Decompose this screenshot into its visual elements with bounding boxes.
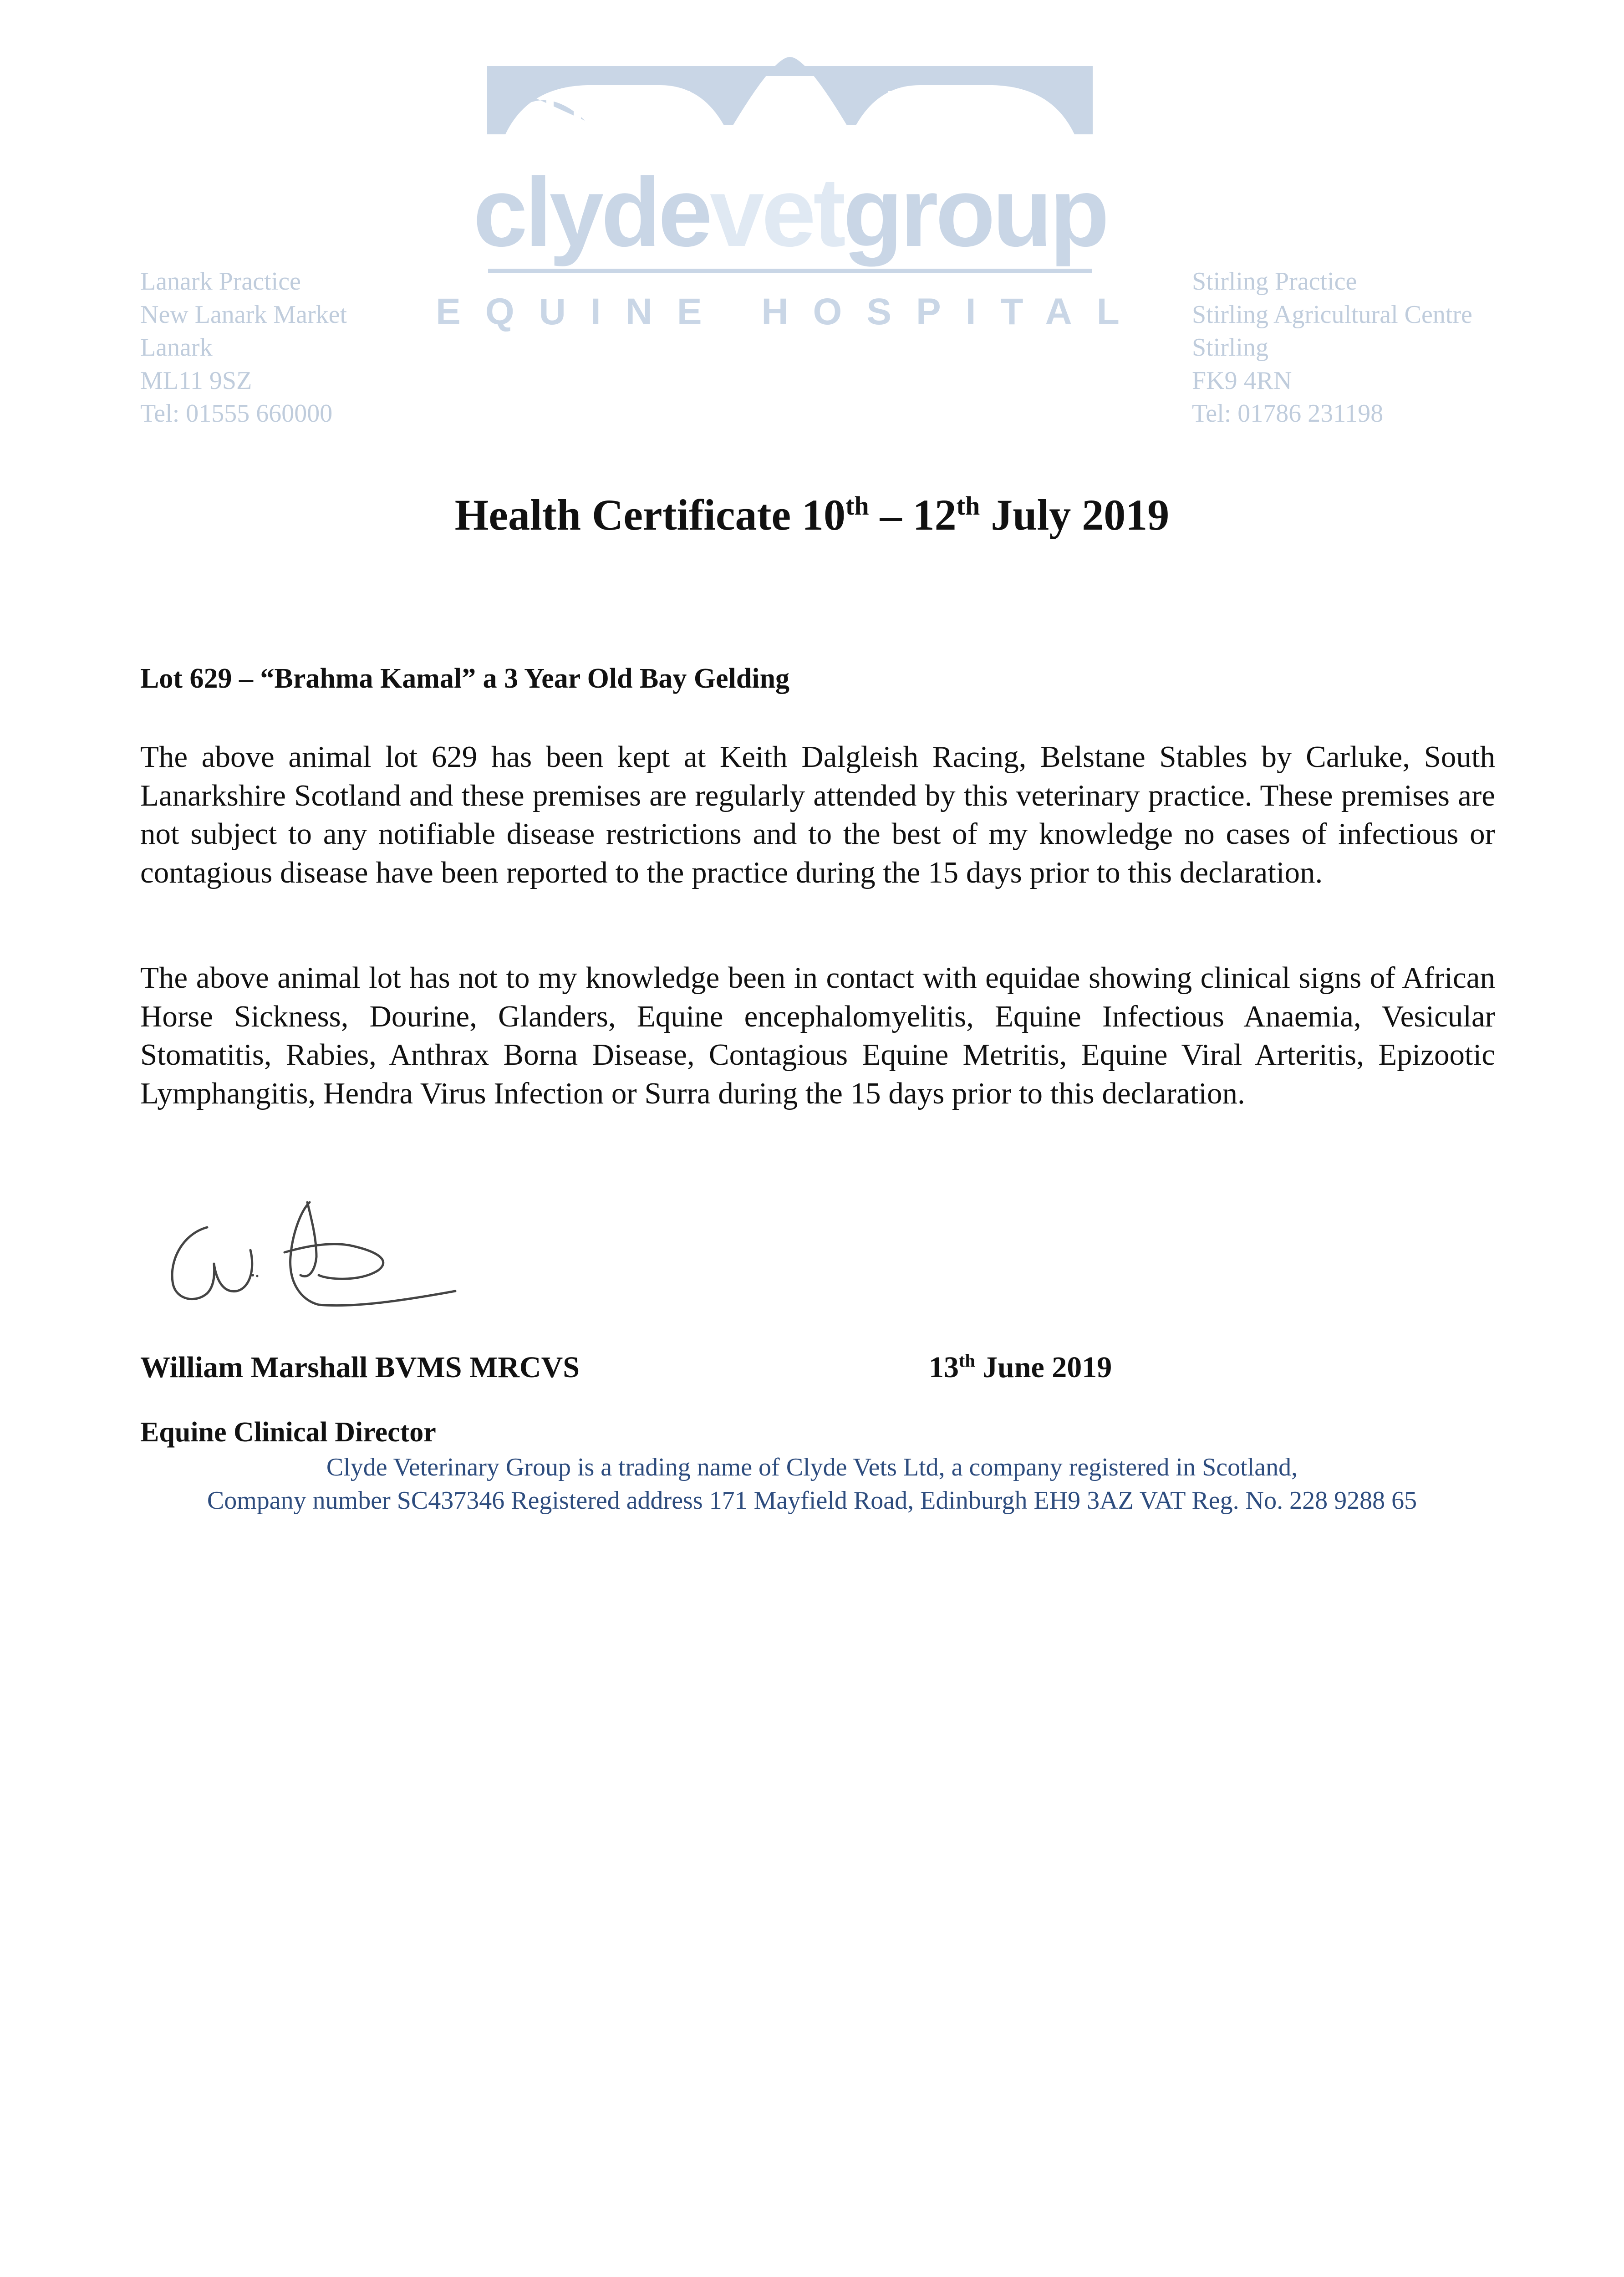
footer-line: Company number SC437346 Registered address 171 Mayfield Road, Edinburgh EH9 3AZ VAT Reg. No. 228 9288 65 xyxy=(207,1486,1417,1515)
address-line: Stirling xyxy=(1192,333,1269,362)
title-ordinal: th xyxy=(956,491,980,521)
address-phone: Tel: 01786 231198 xyxy=(1192,399,1384,428)
brand-subtitle: EQUINE HOSPITAL xyxy=(436,291,1144,332)
address-line: Stirling Practice xyxy=(1192,267,1357,296)
date-ordinal: th xyxy=(959,1350,975,1371)
stirling-practice-address xyxy=(1192,265,1472,430)
lanark-practice-address xyxy=(140,265,347,430)
brand-part-vet: vet xyxy=(710,157,843,267)
signer-name: William Marshall BVMS MRCVS xyxy=(140,1351,580,1384)
signature-date xyxy=(929,1350,1112,1385)
address-phone: Tel: 01555 660000 xyxy=(140,399,333,428)
handwritten-signature xyxy=(164,1184,464,1321)
address-line: Lanark xyxy=(140,333,213,362)
title-part: Health Certificate 10 xyxy=(454,490,846,539)
address-line: Stirling Agricultural Centre xyxy=(1192,300,1472,329)
address-line: ML11 9SZ xyxy=(140,366,252,395)
address-line: FK9 4RN xyxy=(1192,366,1292,395)
signer-role: Equine Clinical Director xyxy=(140,1417,436,1448)
address-line: Lanark Practice xyxy=(140,267,301,296)
title-part: – 12 xyxy=(869,490,957,539)
signature-icon xyxy=(164,1184,464,1321)
clyde-vet-group-logo xyxy=(436,43,1144,339)
date-month-year: June 2019 xyxy=(975,1351,1112,1384)
brand-wordmark xyxy=(473,157,1107,267)
address-line: New Lanark Market xyxy=(140,300,347,329)
bridge-logo-icon xyxy=(436,43,1144,339)
declaration-paragraph-premises: The above animal lot 629 has been kept at Keith Dalgleish Racing, Belstane Stables by Carluke, South Lanarkshire Scotland and these premises are regularly attended by this veterinary practice. These premises are not subject to any notifiable disease restrictions and to the best of my knowledge no cases of infectious or contagious disease have been reported to the practice during the 15 days prior to this declaration. xyxy=(140,740,1495,889)
certificate-title xyxy=(0,490,1624,540)
footer-line: Clyde Veterinary Group is a trading name of Clyde Vets Ltd, a company registered in Scotland, xyxy=(326,1453,1298,1481)
title-part: July 2019 xyxy=(980,490,1170,539)
lot-heading: Lot 629 – “Brahma Kamal” a 3 Year Old Bay Gelding xyxy=(140,663,790,694)
date-day: 13 xyxy=(929,1351,959,1384)
brand-part-group: group xyxy=(843,157,1107,267)
brand-part-clyde: clyde xyxy=(473,157,710,267)
declaration-paragraph-diseases: The above animal lot has not to my knowledge been in contact with equidae showing clinical signs of African Horse Sickness, Dourine, Glanders, Equine encephalomyelitis, Equine Infectious Anaemia, Vesicular Stomatitis, Rabies, Anthrax Borna Disease, Contagious Equine Metritis, Equine Viral Arteritis, Epizootic Lymphangitis, Hendra Virus Infection or Surra during the 15 days prior to this declaration. xyxy=(140,961,1495,1110)
title-ordinal: th xyxy=(845,491,869,521)
